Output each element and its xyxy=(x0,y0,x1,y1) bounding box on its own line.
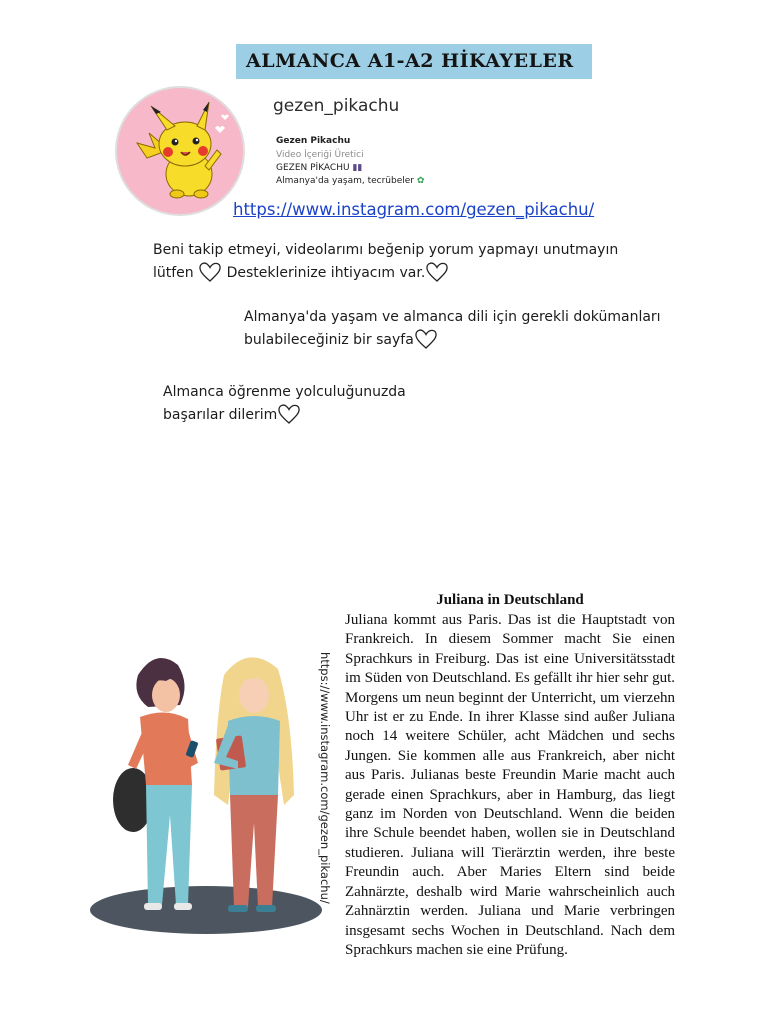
profile-channel xyxy=(276,163,362,173)
profile-bio xyxy=(276,176,424,186)
good-luck-line-2 xyxy=(163,403,406,426)
instagram-link[interactable]: https://www.instagram.com/gezen_pikachu/ xyxy=(233,200,595,219)
page-title: ALMANCA A1-A2 HİKAYELER xyxy=(246,50,574,72)
profile-role: Video İçeriği Üretici xyxy=(276,150,364,160)
follow-request-text xyxy=(153,240,618,284)
follow-request-word: lütfen xyxy=(153,265,194,281)
two-girls-illustration xyxy=(88,645,324,940)
good-luck-tail: başarılar dilerim xyxy=(163,407,278,423)
avatar xyxy=(115,86,245,216)
footprints-icon: ▮▮ xyxy=(352,163,363,173)
page-description-line-1: Almanya'da yaşam ve almanca dili için gerekli dokümanları xyxy=(244,309,661,325)
follow-request-line-2 xyxy=(153,261,618,284)
follow-request-line-1: Beni takip etmeyi, videolarımı beğenip yorum yapmayı unutmayın xyxy=(153,242,619,258)
heart-outline-icon xyxy=(425,261,449,283)
good-luck-text xyxy=(163,382,406,426)
heart-outline-icon xyxy=(277,403,301,425)
profile-username: gezen_pikachu xyxy=(273,96,400,116)
support-request-text: Desteklerinize ihtiyacım var. xyxy=(226,265,426,281)
plant-icon: ✿ xyxy=(416,176,425,186)
heart-outline-icon xyxy=(414,328,438,350)
page-description-text xyxy=(244,307,661,351)
vertical-instagram-url: https://www.instagram.com/gezen_pikachu/ xyxy=(318,652,332,904)
good-luck-line-1: Almanca öğrenme yolculuğunuzda xyxy=(163,384,406,400)
heart-outline-icon xyxy=(198,261,222,283)
story-title: Juliana in Deutschland xyxy=(436,592,584,608)
page-description-tail: bulabileceğiniz bir sayfa xyxy=(244,332,414,348)
profile-channel-label: GEZEN PİKACHU xyxy=(276,163,350,173)
pikachu-avatar-icon xyxy=(117,88,243,214)
profile-name: Gezen Pikachu xyxy=(276,136,351,146)
profile-bio-text: Almanya'da yaşam, tecrübeler xyxy=(276,176,414,186)
story-body: Juliana kommt aus Paris. Das ist die Hauptstadt von Frankreich. In diesem Sommer macht Sie einen Sprachkurs in Freiburg. Das ist eine Universitätsstadt im Süden von Deutschland. Es gefällt ihr hier sehr gut. Morgens um neun beginnt der Unterricht, um vierzehn Uhr ist er zu Ende. In ihrer Klasse sind außer Juliana noch 14 weitere Schüler, acht Mädchen und sechs Jungen. Sie kommen alle aus Frankreich, aber nicht aus Paris. Julianas beste Freundin Marie macht auch gerade einen Sprachkurs, aber in Hamburg, das liegt ganz im Norden von Deutschland. Wenn die beiden ihre Schule beendet haben, wollen sie in Deutschland studieren. Juliana will Tierärztin werden, ihre beste Freundin auch. Aber Maries Eltern sind beide Zahnärzte, deshalb wird Marie wahrscheinlich auch Zahnärztin werden. Juliana und Marie verbringen insgesamt sechs Wochen in Deutschland. Nach dem Sprachkurs machen sie eine Prüfung. xyxy=(345,612,675,958)
page-title-banner xyxy=(236,44,592,79)
page-description-line-2 xyxy=(244,328,661,351)
